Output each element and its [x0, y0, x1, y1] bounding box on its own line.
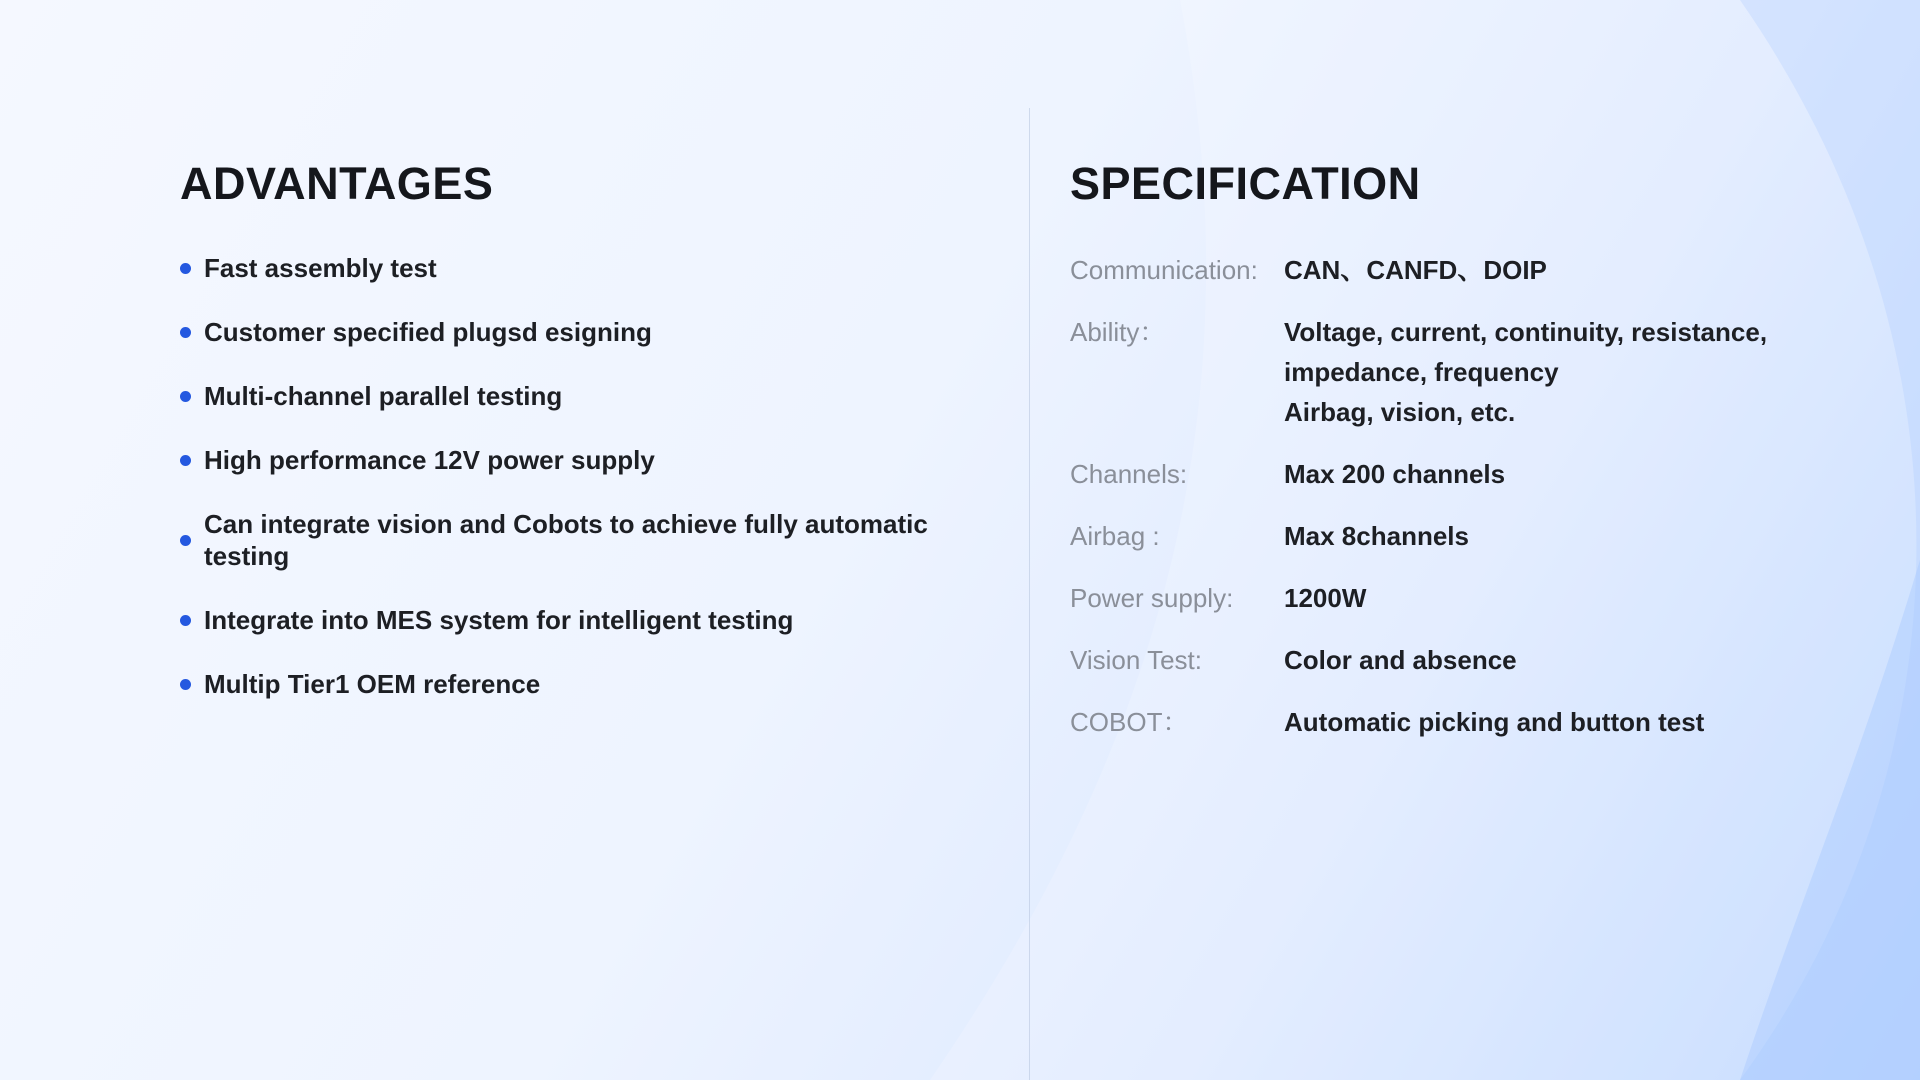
bullet-dot-icon [180, 535, 191, 546]
spec-label: Power supply: [1070, 583, 1234, 613]
spec-label: Communication: [1070, 255, 1258, 285]
advantages-list [180, 252, 940, 732]
spec-value [1284, 702, 1850, 742]
bullet-dot-icon [180, 679, 191, 690]
spec-value-line: CAN、CANFD、DOIP [1284, 255, 1547, 285]
advantages-title: ADVANTAGES [180, 158, 494, 209]
bullet-dot-icon [180, 327, 191, 338]
advantage-item [180, 316, 940, 348]
spec-value-line: 1200W [1284, 583, 1367, 613]
spec-value-line: Voltage, current, continuity, resistance, [1284, 317, 1768, 347]
advantage-item [180, 604, 940, 636]
spec-value-line: Automatic picking and button test [1284, 707, 1705, 737]
specification-title: SPECIFICATION [1070, 158, 1421, 209]
bullet-dot-icon [180, 455, 191, 466]
column-divider [1029, 108, 1030, 1080]
advantage-item [180, 668, 940, 700]
spec-label: Ability： [1070, 317, 1166, 347]
advantage-text: High performance 12V power supply [204, 445, 655, 475]
spec-label: Airbag : [1070, 521, 1160, 551]
spec-value-line: Color and absence [1284, 645, 1517, 675]
spec-row-communication [1070, 250, 1850, 290]
advantage-item [180, 508, 940, 572]
spec-row-cobot [1070, 702, 1850, 742]
bullet-dot-icon [180, 391, 191, 402]
spec-row-vision-test [1070, 640, 1850, 680]
spec-label: COBOT： [1070, 707, 1189, 737]
bullet-dot-icon [180, 263, 191, 274]
spec-value [1284, 578, 1850, 618]
advantage-item [180, 444, 940, 476]
spec-row-channels [1070, 454, 1850, 494]
spec-label: Channels: [1070, 459, 1188, 489]
spec-row-airbag [1070, 516, 1850, 556]
advantage-text: Integrate into MES system for intelligent testing [204, 605, 794, 635]
advantage-item [180, 252, 940, 284]
specification-table [1070, 250, 1850, 764]
spec-value [1284, 312, 1850, 432]
advantage-text: Multi-channel parallel testing [204, 381, 563, 411]
spec-row-ability [1070, 312, 1850, 432]
advantage-text: Can integrate vision and Cobots to achieve fully automatic testing [204, 509, 928, 571]
spec-label: Vision Test: [1070, 645, 1203, 675]
advantage-item [180, 380, 940, 412]
spec-value [1284, 516, 1850, 556]
spec-value [1284, 454, 1850, 494]
bullet-dot-icon [180, 615, 191, 626]
spec-value [1284, 250, 1850, 290]
advantage-text: Fast assembly test [204, 253, 437, 283]
advantage-text: Customer specified plugsd esigning [204, 317, 652, 347]
spec-value-line: impedance, frequency [1284, 357, 1559, 387]
spec-value-line: Max 8channels [1284, 521, 1469, 551]
spec-row-power-supply [1070, 578, 1850, 618]
spec-value-line: Airbag, vision, etc. [1284, 397, 1516, 427]
spec-value-line: Max 200 channels [1284, 459, 1506, 489]
spec-value [1284, 640, 1850, 680]
advantage-text: Multip Tier1 OEM reference [204, 669, 541, 699]
